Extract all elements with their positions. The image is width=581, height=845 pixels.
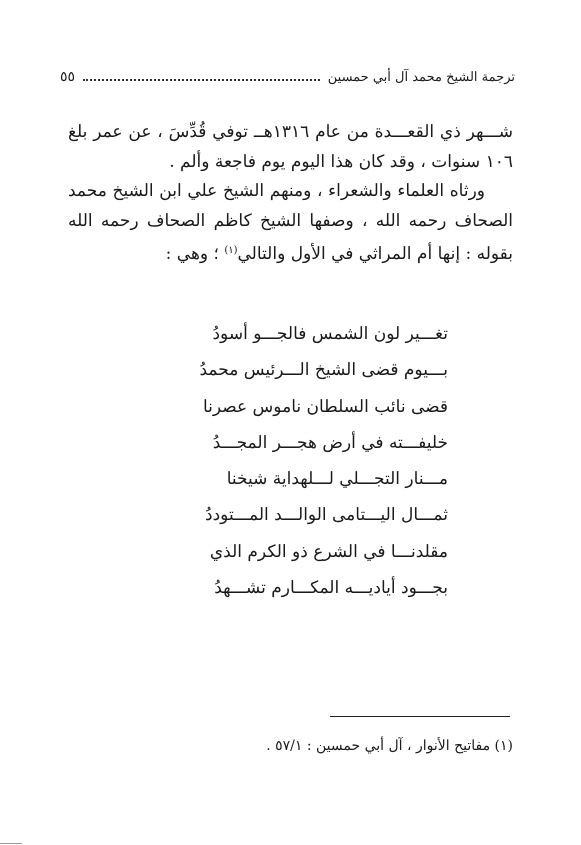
poem-verse: خليفـــته في أرض هجـــر المجـــدُ — [212, 432, 448, 453]
poem-verse: مـــنار التجـــلي لـــلهداية شيخنا — [226, 469, 448, 490]
paragraph-2 — [68, 177, 513, 270]
footnote: (١) مفاتيح الأنوار ، آل أبي حمسين : ٥٧/١ . — [266, 738, 513, 754]
paragraph-2-line-1: ورثاه العلماء والشعراء ، ومنهم الشيخ علي ابن الشيخ محمد — [68, 181, 485, 201]
header-title: ترجمة الشيخ محمد آل أبي حمسين — [327, 69, 515, 85]
poem — [68, 316, 448, 606]
poem-verse: قضى نائب السلطان ناموس عصرنا — [202, 396, 448, 417]
header-dot-leader — [83, 79, 320, 81]
paragraph-2-line-2: الصحاف رحمه الله ، وصفها الشيخ كاظم الصحاف رحمه الله بقوله : إنها — [68, 210, 513, 264]
poem-verse: بـــيوم قضى الشيخ الـــرئيس محمدُ — [199, 360, 448, 381]
paragraph-1-line-2: ١٠٦ سنوات ، وقد كان هذا اليوم يوم فاجعة وألم . — [169, 151, 513, 172]
paragraph-1 — [68, 118, 513, 177]
running-header — [60, 66, 515, 88]
page-number: ٥٥ — [60, 69, 76, 85]
poem-verse: مقلدنـــا في الشرع ذو الكرم الذي — [209, 541, 448, 562]
page-edge-mark — [0, 843, 22, 844]
poem-verse: ثمـــال اليـــتامى الوالـــد المـــتوددُ — [205, 505, 448, 526]
poem-verse: بجـــود أياديـــه المكـــارم تشـــهدُ — [214, 578, 448, 599]
footnote-reference[interactable]: (١) — [224, 245, 238, 256]
paragraph-1-line-1: شـــهر ذي القعـــدة من عام ١٣١٦هــ توفي قُدِّسَ ، عن عمر بلغ — [68, 122, 513, 142]
poem-verse: تغـــير لون الشمس فالجـــو أسودُ — [212, 324, 448, 344]
paragraph-2-line-3: أم المراثي في الأول والتالي — [237, 244, 433, 264]
paragraph-2-line-3-tail: ؛ وهي : — [165, 244, 225, 264]
body-text — [68, 118, 513, 270]
footnote-divider — [330, 716, 510, 717]
